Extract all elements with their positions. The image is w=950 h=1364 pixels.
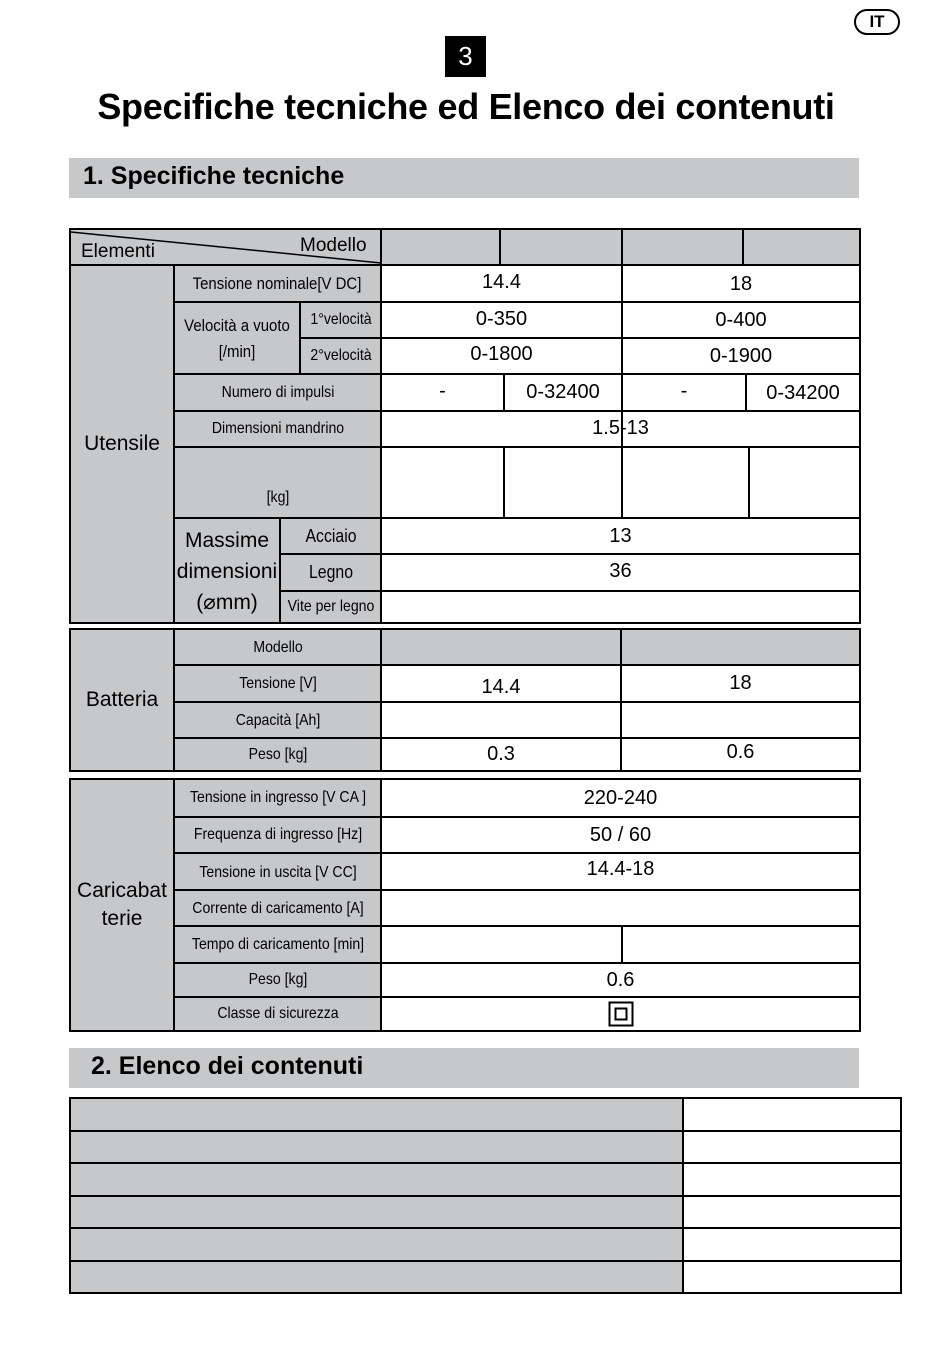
- section-header-contents: [69, 1048, 859, 1088]
- speed-2-a: 0-1800: [470, 342, 533, 365]
- nominal-voltage-a: 14.4: [482, 271, 521, 293]
- specs-table-charger: [69, 778, 861, 1032]
- row-label-no-load-speed: Velocità a vuoto [/min]: [184, 316, 290, 361]
- row-label-speed-1: 1°velocità: [310, 311, 372, 328]
- section-header-specs: [69, 158, 859, 198]
- specs-table-tool: [69, 228, 861, 624]
- impact-rate-2: 0-32400: [526, 381, 600, 403]
- contents-table: [69, 1097, 902, 1294]
- section-title-contents: 2. Elenco dei contenuti: [91, 1052, 364, 1080]
- row-label-charger-weight: Peso [kg]: [248, 971, 308, 988]
- model-header: Modello: [300, 235, 367, 256]
- table-row: [71, 1099, 900, 1130]
- capacity-wood: 36: [609, 560, 632, 582]
- elements-header: Elementi: [81, 241, 155, 262]
- row-label-battery-model: Modello: [253, 639, 303, 656]
- row-label-battery-weight: Peso [kg]: [248, 745, 308, 763]
- table-row: [71, 1132, 900, 1162]
- battery-weight-a: 0.3: [487, 743, 515, 765]
- double-insulation-icon: [608, 1001, 634, 1027]
- row-label-impact-rate: Numero di impulsi: [221, 383, 335, 401]
- input-frequency: 50 / 60: [589, 823, 652, 846]
- row-label-nominal-voltage: Tensione nominale[V DC]: [192, 273, 362, 293]
- speed-2-b: 0-1900: [709, 344, 773, 367]
- table-row: [71, 1229, 900, 1260]
- section-title-specs: 1. Specifiche tecniche: [83, 162, 345, 190]
- table-row: [71, 1164, 900, 1195]
- output-voltage: 14.4-18: [586, 858, 655, 880]
- table-row: [71, 1262, 900, 1292]
- safety-class-cell: [382, 998, 859, 1030]
- row-label-max-capacity: Massime dimensioni (⌀mm): [176, 529, 278, 614]
- speed-1-b: 0-400: [715, 308, 767, 331]
- row-label-charging-current: Corrente di caricamento [A]: [192, 900, 364, 917]
- battery-voltage-a: 14.4: [481, 675, 521, 698]
- speed-1-a: 0-350: [475, 307, 528, 330]
- row-label-battery-capacity: Capacità [Ah]: [235, 712, 321, 729]
- row-label-tool-weight: [kg]: [266, 489, 290, 506]
- row-label-wood-screw: Vite per legno: [287, 598, 375, 615]
- group-charger: Caricabat terie: [77, 879, 167, 930]
- row-label-safety-class: Classe di sicurezza: [217, 1005, 339, 1022]
- page-number: 3: [445, 36, 486, 77]
- nominal-voltage-b: 18: [729, 273, 753, 295]
- language-badge: IT: [854, 9, 900, 35]
- chuck-size: 1.5-13: [592, 416, 649, 439]
- impact-rate-1: -: [439, 380, 446, 402]
- row-label-output-voltage: Tensione in uscita [V CC]: [199, 863, 357, 881]
- page-title: Specifiche tecniche ed Elenco dei contenuti: [97, 86, 835, 127]
- row-label-input-voltage: Tensione in ingresso [V CA ]: [189, 789, 367, 806]
- impact-rate-4: 0-34200: [766, 382, 840, 404]
- charger-weight: 0.6: [606, 969, 635, 991]
- battery-weight-b: 0.6: [726, 741, 755, 763]
- row-label-chuck-size: Dimensioni mandrino: [211, 420, 345, 437]
- group-battery: Batteria: [85, 688, 159, 711]
- specs-table-battery: [69, 628, 861, 772]
- row-label-speed-2: 2°velocità: [310, 347, 372, 364]
- row-label-input-frequency: Frequenza di ingresso [Hz]: [193, 826, 363, 843]
- row-label-charging-time: Tempo di caricamento [min]: [191, 935, 365, 953]
- impact-rate-3: -: [680, 380, 688, 402]
- battery-voltage-b: 18: [729, 672, 752, 694]
- capacity-steel: 13: [609, 524, 632, 547]
- table-row: [71, 1197, 900, 1227]
- row-label-battery-voltage: Tensione [V]: [239, 674, 317, 692]
- row-label-steel: Acciaio: [305, 525, 357, 546]
- row-label-wood: Legno: [308, 562, 354, 582]
- group-tool: Utensile: [84, 432, 160, 455]
- input-voltage: 220-240: [583, 786, 658, 809]
